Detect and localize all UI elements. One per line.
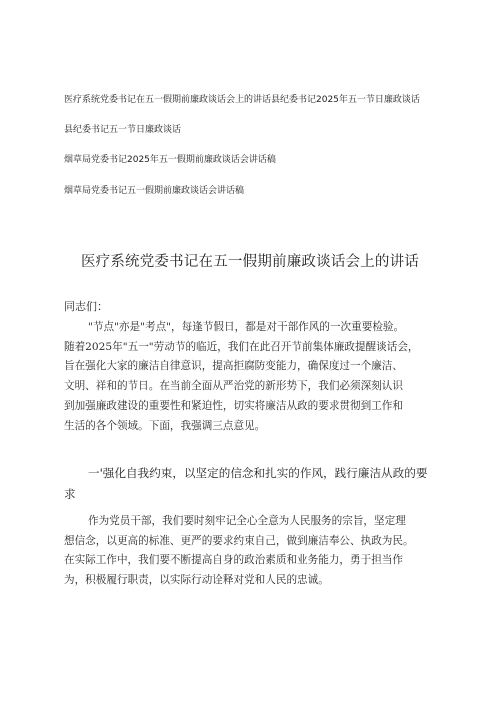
text-line: 为，积极履行职责，以实际行动诠释对党和人民的忠诚。 [64,574,329,587]
paragraph-introduction [64,318,436,436]
related-document-link[interactable]: 烟草局党委书记五一假期前廉政谈话会讲话稿 [64,186,245,196]
text-line: "节点"亦是"考点"，每逢节假日，都是对干部作风的一次重要检验。 [88,321,405,333]
related-document-link[interactable]: 县纪委书记五一节日廉政谈话 [64,125,182,135]
heading-line: 求 [64,487,76,501]
text-line: 到加强廉政建设的重要性和紧迫性，切实将廉洁从政的要求贯彻到工作和 [64,399,403,412]
section-heading [64,463,444,505]
document-title: 医疗系统党委书记在五一假期前廉政谈话会上的讲话 [80,254,420,270]
heading-line: 一'强化自我约束，以坚定的信念和扎实的作风，践行廉洁从政的要 [88,466,428,480]
text-line: 在实际工作中，我们要不断提高自身的政治素质和业务能力，勇于担当作 [64,554,403,567]
text-line: 作为党员干部，我们要时刻牢记全心全意为人民服务的宗旨，坚定理 [88,515,406,527]
text-line: 生活的各个领域。下面，我强调三点意见。 [64,419,266,432]
text-line: 想信念，以更高的标准、更严的要求约束自己，做到廉洁奉公、执政为民。 [64,534,414,547]
text-line: 文明、祥和的节日。在当前全面从严治党的新形势下，我们必须深刻认识 [64,380,403,393]
salutation: 同志们： [64,300,108,313]
text-line: 旨在强化大家的廉洁自律意识，提高拒腐防变能力，确保度过一个廉洁、 [64,360,403,373]
text-line: 随着2025年"五一"劳动节的临近，我们在此召开节前集体廉政提醒谈话会， [64,340,419,353]
related-document-link[interactable]: 烟草局党委书记2025年五一假期前廉政谈话会讲话稿 [64,155,276,165]
related-document-link[interactable]: 医疗系统党委书记在五一假期前廉政谈话会上的讲话县纪委书记2025年五一节日廉政谈话 [64,95,420,105]
paragraph-section-one [64,512,436,591]
